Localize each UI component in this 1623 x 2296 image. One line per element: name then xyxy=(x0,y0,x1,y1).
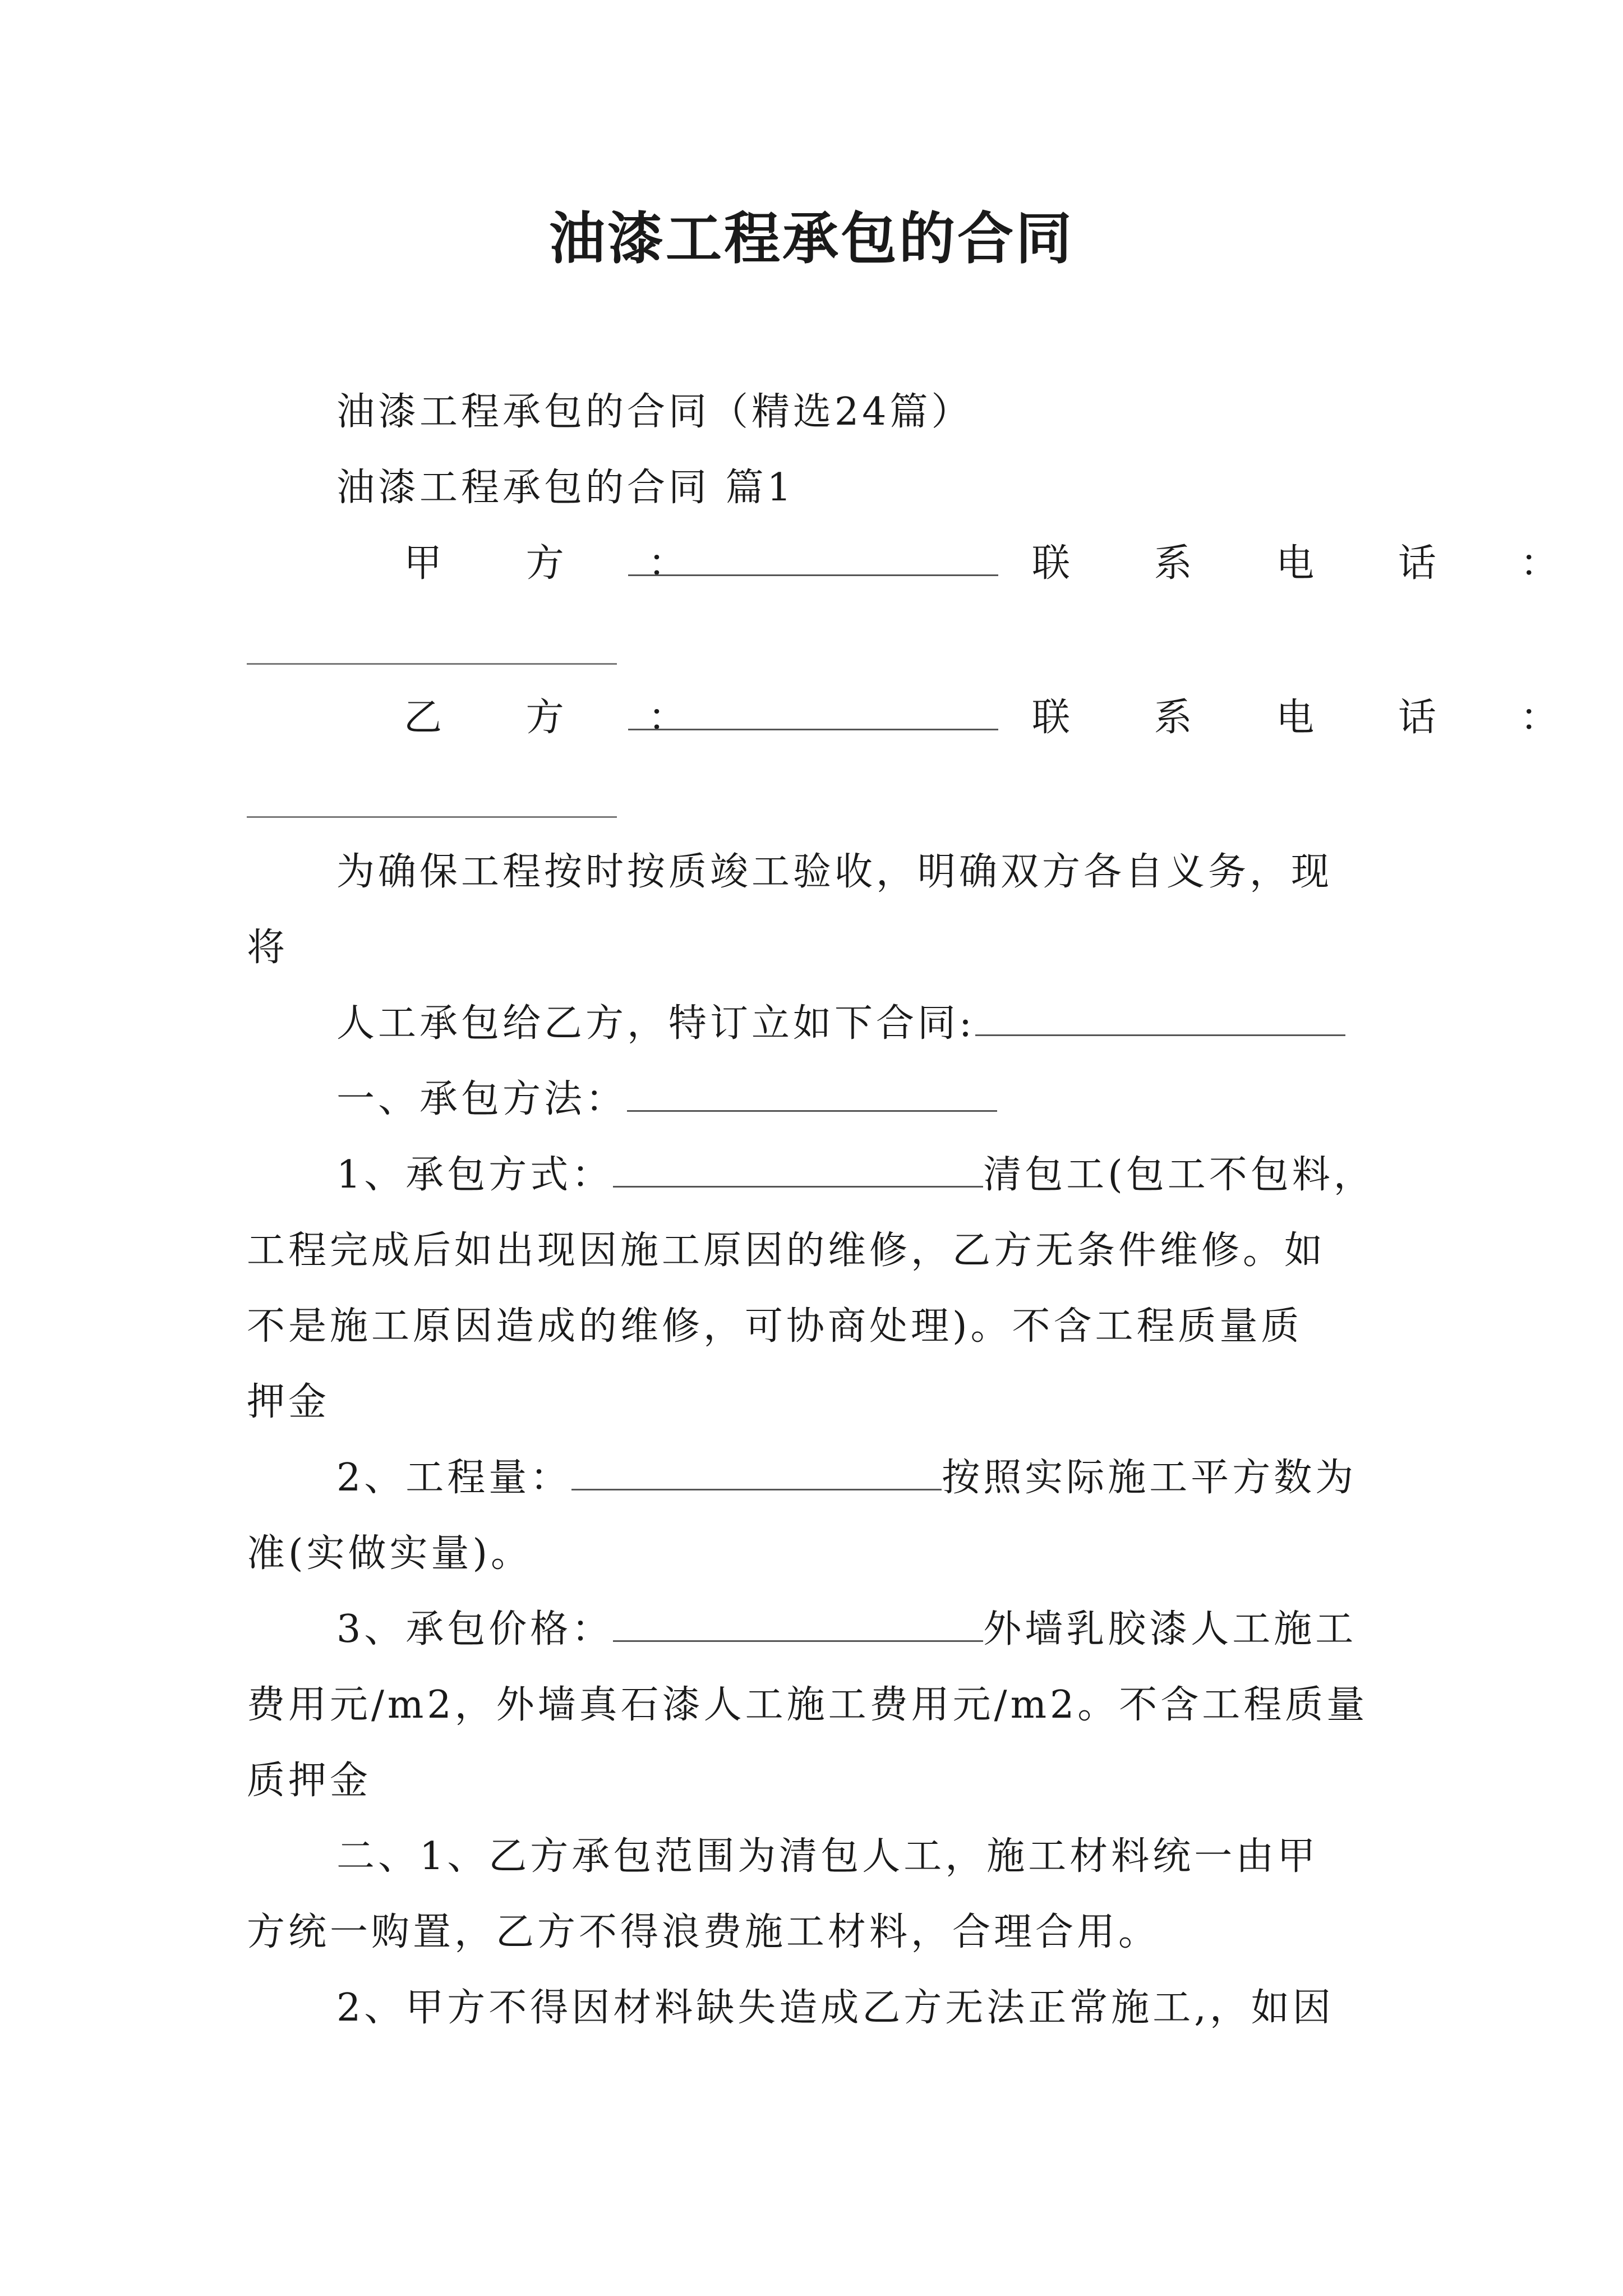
item-1-3-prefix: 3、承包价格： xyxy=(336,1607,614,1651)
item-1-3-line-2: 费用元/m2，外墙真石漆人工施工费用元/m2。不含工程质量 xyxy=(247,1683,1368,1727)
party-b-phone-label: 联 系 电 话 ： xyxy=(1032,696,1594,740)
party-b-name-blank[interactable] xyxy=(628,694,998,730)
item-1-heading xyxy=(336,1074,1391,1125)
item-2-2-line-1: 2、甲方不得因材料缺失造成乙方无法正常施工,，如因 xyxy=(336,1986,1334,2030)
item-1-1-blank[interactable] xyxy=(613,1151,983,1188)
item-1-1-prefix: 1、承包方式： xyxy=(336,1153,614,1197)
item-1-1-line-3: 不是施工原因造成的维修，可协商处理)。不含工程质量质 xyxy=(247,1304,1303,1349)
item-2-line-1: 二、1、乙方承包范围为清包人工，施工材料统一由甲 xyxy=(336,1834,1319,1879)
party-b-phone-row xyxy=(1032,693,1594,743)
party-b-label: 乙 方 ： xyxy=(404,696,722,740)
paragraph-2-text: 人工承包给乙方，特订立如下合同: xyxy=(336,1001,975,1046)
subtitle: 油漆工程承包的合同（精选24篇） xyxy=(336,390,973,434)
item-1-3-suffix: 外墙乳胶漆人工施工 xyxy=(983,1607,1357,1651)
item-2-line-2: 方统一购置，乙方不得浪费施工材料，合理合用。 xyxy=(247,1910,1160,1954)
party-a-phone-blank[interactable] xyxy=(247,663,617,665)
item-1-3-line-3: 质押金 xyxy=(247,1759,372,1803)
paragraph-1-line-2: 将 xyxy=(247,926,289,970)
party-a-label: 甲 方 ： xyxy=(404,541,722,586)
party-a-name-blank[interactable] xyxy=(628,540,998,576)
item-1-heading-blank[interactable] xyxy=(627,1075,997,1112)
item-1-heading-text: 一、承包方法： xyxy=(336,1077,628,1121)
item-1-1-line-4: 押金 xyxy=(247,1380,330,1424)
item-1-2-line-2: 准(实做实量)。 xyxy=(247,1531,533,1576)
item-1-3-blank[interactable] xyxy=(613,1605,983,1642)
section-heading: 油漆工程承包的合同 篇1 xyxy=(336,466,795,510)
item-1-1-suffix: 清包工(包工不包料， xyxy=(983,1153,1375,1197)
party-b-phone-blank[interactable] xyxy=(247,816,617,818)
document-title: 油漆工程承包的合同 xyxy=(549,205,1074,272)
party-a-phone-label: 联 系 电 话 ： xyxy=(1032,541,1594,586)
item-1-2-suffix: 按照实际施工平方数为 xyxy=(942,1456,1357,1500)
paragraph-1-line-1: 为确保工程按时按质竣工验收，明确双方各自义务，现 xyxy=(336,850,1333,894)
item-1-3 xyxy=(336,1604,1391,1655)
item-1-2 xyxy=(336,1453,1391,1503)
item-1-2-prefix: 2、工程量： xyxy=(336,1456,572,1500)
paragraph-2 xyxy=(336,999,1391,1049)
party-b-blank-row xyxy=(628,693,998,743)
paragraph-2-blank[interactable] xyxy=(975,1000,1345,1036)
item-1-1-line-2: 工程完成后如出现因施工原因的维修，乙方无条件维修。如 xyxy=(247,1228,1326,1273)
item-1-1 xyxy=(336,1150,1391,1200)
party-a-phone-row xyxy=(1032,539,1594,589)
item-1-2-blank[interactable] xyxy=(571,1454,942,1490)
party-a-blank-row xyxy=(628,539,998,589)
